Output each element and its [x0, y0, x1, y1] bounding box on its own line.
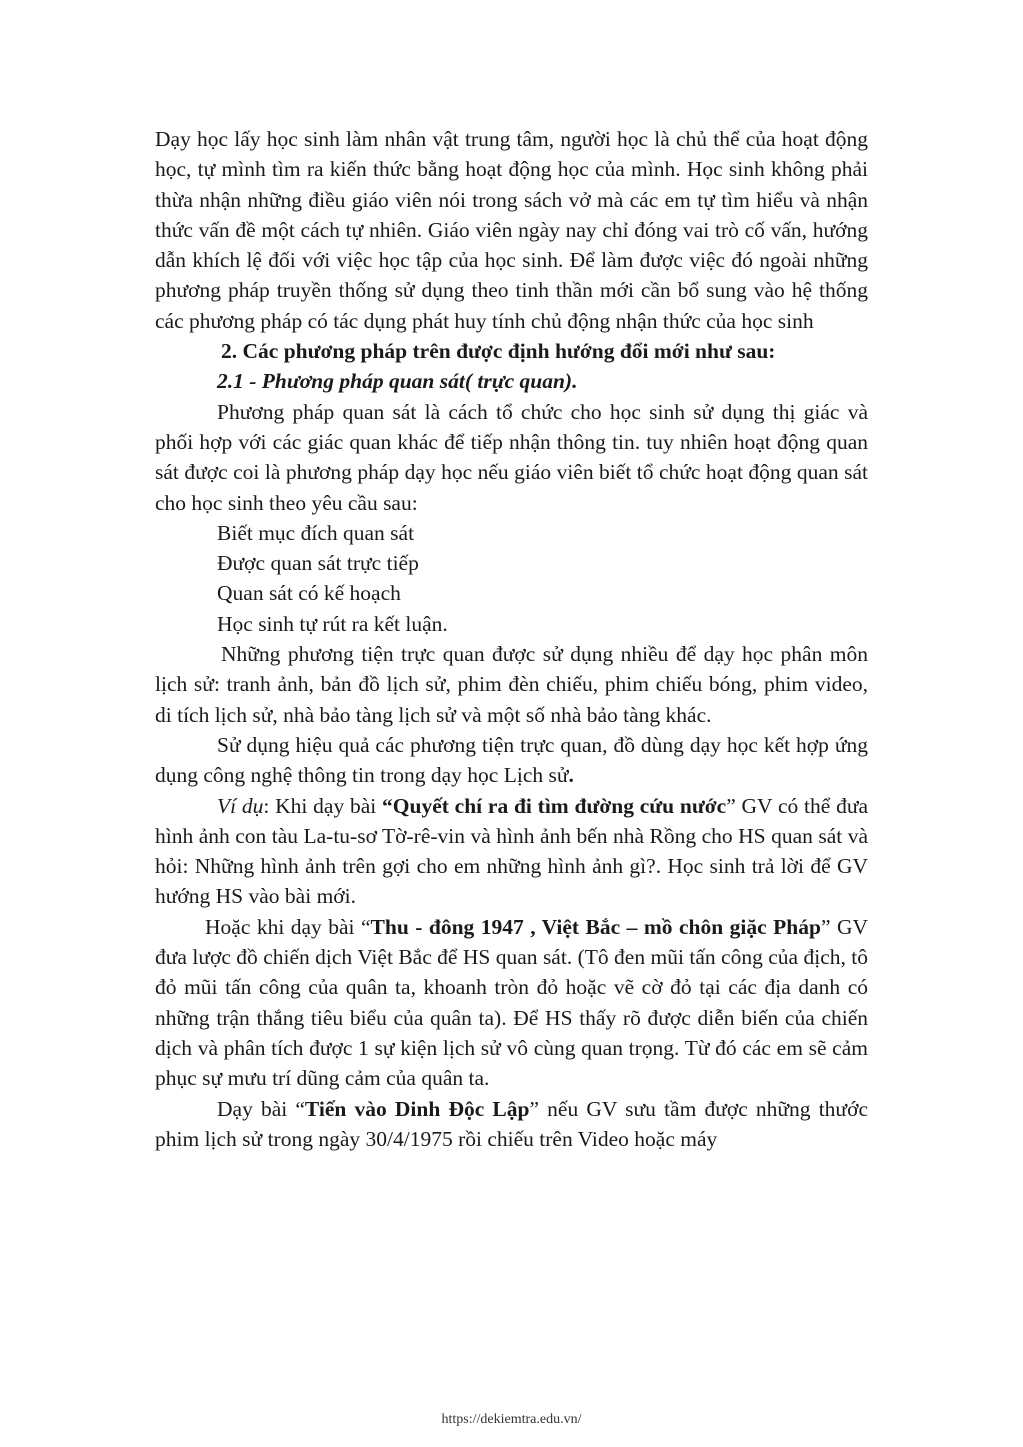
example-2-lesson-title: Thu - đông 1947 , Việt Bắc – mồ chôn giặc Pháp [370, 914, 821, 939]
example-1-text-a: : Khi dạy bài [263, 793, 383, 818]
list-item: Được quan sát trực tiếp [217, 551, 419, 576]
paragraph-example-2 [155, 912, 868, 1094]
footer-url: https://dekiemtra.edu.vn/ [441, 1412, 582, 1427]
paragraph-observation-method: Phương pháp quan sát là cách tổ chức cho học sinh sử dụng thị giác và phối hợp với các giác quan khác để tiếp nhận thông tin. tuy nhiên hoạt động quan sát được coi là phương pháp dạy học nếu giáo viên biết tổ chức hoạt động quan sát cho học sinh theo yêu cầu sau: [155, 399, 868, 515]
list-item: Quan sát có kế hoạch [217, 581, 401, 606]
example-1-lesson-title: “Quyết chí ra đi tìm đường cứu nước [382, 793, 727, 818]
example-1-text-b: ” GV có thể đưa hình ảnh con tàu La-tu-sơ Tờ-rê-vin và hình ảnh bến nhà Rồng cho HS quan sát và hỏi: Những hình ảnh trên gợi cho em những hình ảnh gì?. Học sinh trả lời để GV hướng HS vào bài mới. [155, 793, 869, 909]
paragraph-visual-aids: Những phương tiện trực quan được sử dụng nhiều để dạy học phân môn lịch sử: tranh ảnh, bản đồ lịch sử, phim đèn chiếu, phim chiếu bóng, phim video, di tích lịch sử, nhà bảo tàng lịch sử và một số nhà bảo tàng khác. [155, 642, 868, 727]
document-body [155, 124, 868, 1154]
example-label: Ví dụ [217, 793, 264, 818]
example-2-text-b: ” GV đưa lược đồ chiến dịch Việt Bắc để HS quan sát. (Tô đen mũi tấn công của địch, tô đỏ mũi tấn công của quân ta, khoanh tròn đỏ hoặc vẽ cờ đỏ tại các địa danh có những trận thắng tiêu biểu của quân ta). Để HS thấy rõ được diễn biến của chiến dịch và phân tích được 1 sự kiện lịch sử vô cùng quan trọng. Từ đó các em sẽ cảm phục sự mưu trí dũng cảm của quân ta. [155, 914, 868, 1091]
example-3-text-a: Dạy bài “ [217, 1096, 305, 1121]
paragraph-example-3 [155, 1094, 868, 1155]
paragraph-effective-use [155, 730, 868, 791]
list-item: Học sinh tự rút ra kết luận. [217, 611, 448, 636]
subsection-heading-2-1: 2.1 - Phương pháp quan sát( trực quan). [217, 369, 578, 394]
example-2-text-a: Hoặc khi dạy bài “ [205, 914, 371, 939]
section-heading-2: 2. Các phương pháp trên được định hướng đổi mới như sau: [221, 339, 776, 364]
paragraph-example-1 [155, 791, 868, 912]
paragraph-effective-use-text: Sử dụng hiệu quả các phương tiện trực quan, đồ dùng dạy học kết hợp ứng dụng công nghệ thông tin trong dạy học Lịch sử [155, 732, 868, 788]
paragraph-intro: Dạy học lấy học sinh làm nhân vật trung tâm, người học là chủ thể của hoạt động học, tự mình tìm ra kiến thức bằng hoạt động học của mình. Học sinh không phải thừa nhận những điều giáo viên nói trong sách vở mà các em tự tìm hiểu và nhận thức vấn đề một cách tự nhiên. Giáo viên ngày nay chỉ đóng vai trò cố vấn, hướng dẫn khích lệ đối với việc học tập của học sinh. Để làm được việc đó ngoài những phương pháp truyền thống sử dụng theo tinh thần mới cần bổ sung vào hệ thống các phương pháp có tác dụng phát huy tính chủ động nhận thức của học sinh [155, 127, 868, 333]
list-item: Biết mục đích quan sát [217, 520, 415, 545]
paragraph-effective-use-end: . [568, 763, 574, 788]
example-3-text-b: ” nếu GV sưu tầm được những thước phim lịch sử trong ngày 30/4/1975 rồi chiếu trên Video hoặc máy [155, 1096, 868, 1151]
example-3-lesson-title: Tiến vào Dinh Độc Lập [304, 1096, 530, 1121]
